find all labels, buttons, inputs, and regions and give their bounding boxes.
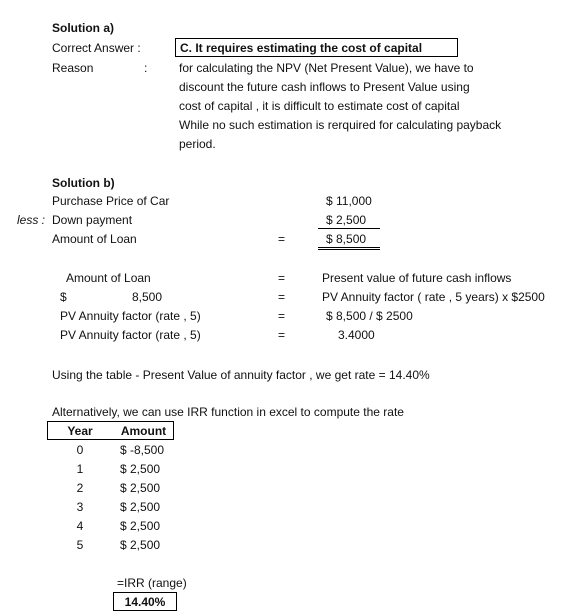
eq-right-1: Present value of future cash inflows: [322, 271, 512, 285]
table-row-year: 0: [76, 443, 84, 457]
reason-line-3: cost of capital , it is difficult to estimate cost of capital: [179, 99, 460, 113]
loan-underline-1: [318, 247, 380, 248]
loan-equals: =: [278, 232, 286, 246]
eq-right-2: PV Annuity factor ( rate , 5 years) x $2500: [322, 290, 545, 304]
table-row-year: 4: [76, 519, 84, 533]
eq-left-3: PV Annuity factor (rate , 5): [60, 309, 201, 323]
table-row-year: 2: [76, 481, 84, 495]
eq-left-2-amount: 8,500: [132, 290, 163, 304]
table-row-amount: $ 2,500: [120, 462, 161, 476]
table-row-year: 5: [76, 538, 84, 552]
eq-left-1: Amount of Loan: [66, 271, 151, 285]
table-row-year: 1: [76, 462, 84, 476]
eq-left-2-dollar: $: [60, 290, 67, 304]
eq-sign-1: =: [278, 271, 286, 285]
less-label: less :: [17, 213, 46, 227]
table-note: Using the table - Present Value of annuity factor , we get rate = 14.40%: [52, 368, 430, 382]
down-payment-value: $ 2,500: [326, 213, 367, 227]
correct-answer-text: C. It requires estimating the cost of capital: [180, 41, 423, 55]
irr-formula: =IRR (range): [117, 576, 187, 590]
reason-colon: :: [144, 61, 148, 75]
correct-answer-label: Correct Answer :: [52, 41, 141, 55]
col-year-header: Year: [67, 424, 93, 438]
loan-value: $ 8,500: [326, 232, 367, 246]
table-row-amount: $ 2,500: [120, 519, 161, 533]
irr-intro: Alternatively, we can use IRR function in excel to compute the rate: [52, 405, 404, 419]
solution-a-heading: Solution a): [52, 21, 114, 35]
table-row-amount: $ 2,500: [120, 500, 161, 514]
eq-right-4: 3.4000: [338, 328, 375, 342]
down-payment-label: Down payment: [52, 213, 133, 227]
purchase-price-label: Purchase Price of Car: [52, 194, 170, 208]
reason-label: Reason: [52, 61, 94, 75]
reason-line-4: While no such estimation is rerquired for calculating payback: [179, 118, 502, 132]
loan-label: Amount of Loan: [52, 232, 137, 246]
eq-left-4: PV Annuity factor (rate , 5): [60, 328, 201, 342]
irr-result: 14.40%: [124, 595, 166, 609]
solution-b-heading: Solution b): [52, 176, 115, 190]
purchase-price-value: $ 11,000: [326, 194, 372, 208]
loan-underline-2: [318, 249, 380, 250]
table-row-amount: $ 2,500: [120, 538, 161, 552]
table-row-amount: $ 2,500: [120, 481, 161, 495]
table-row-year: 3: [76, 500, 84, 514]
table-row-amount: $ -8,500: [120, 443, 165, 457]
eq-right-3: $ 8,500 / $ 2500: [326, 309, 413, 323]
reason-line-1: for calculating the NPV (Net Present Value), we have to: [179, 61, 474, 75]
down-payment-underline: [318, 228, 380, 229]
eq-sign-2: =: [278, 290, 286, 304]
eq-sign-3: =: [278, 309, 286, 323]
reason-line-2: discount the future cash inflows to Present Value using: [179, 80, 470, 94]
eq-sign-4: =: [278, 328, 286, 342]
col-amount-header: Amount: [120, 424, 167, 438]
reason-line-5: period.: [179, 137, 216, 151]
